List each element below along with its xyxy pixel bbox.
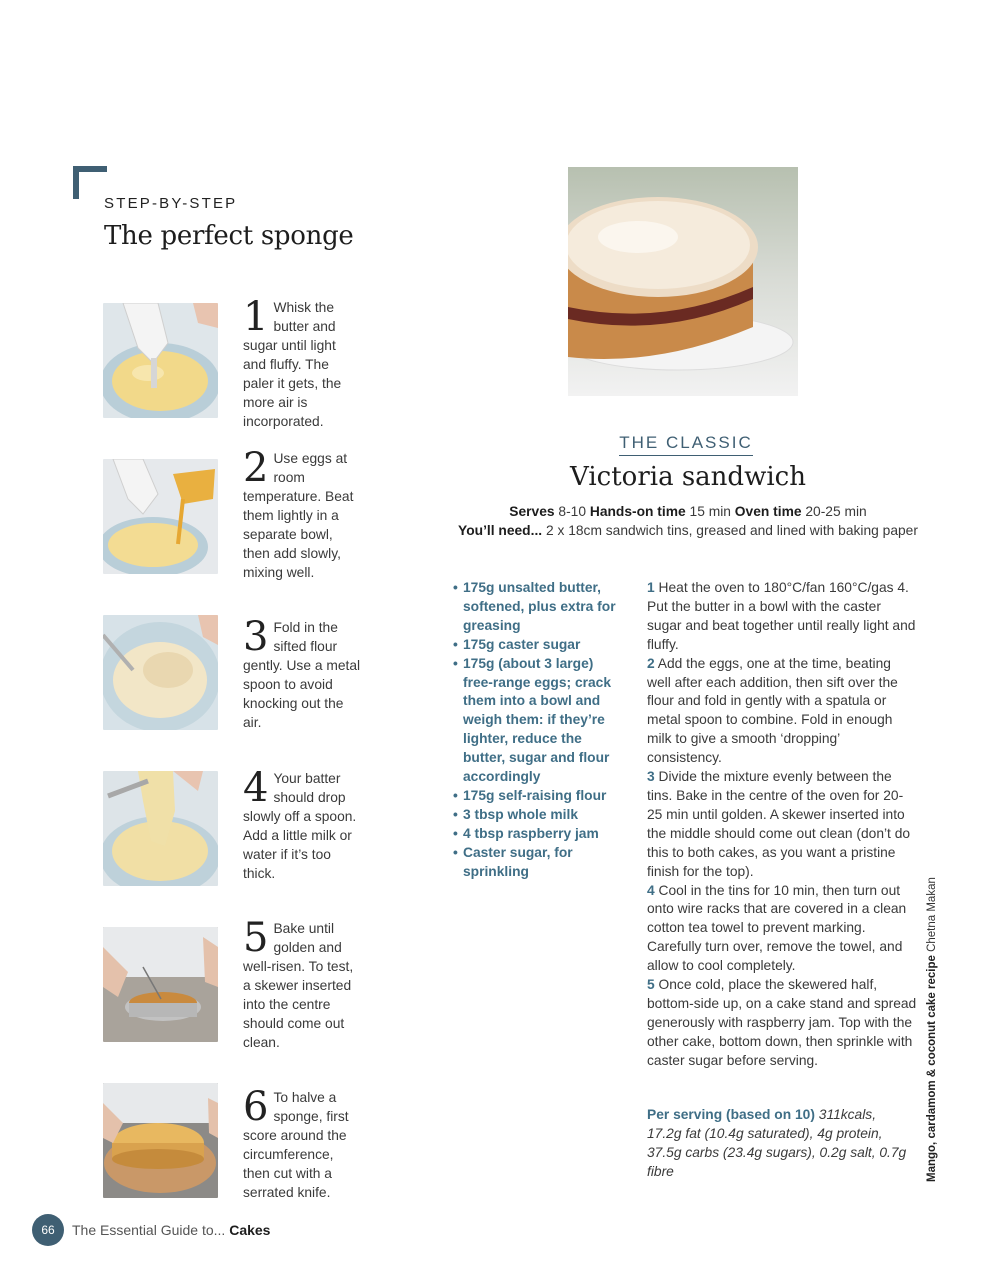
step-number: 4 [243, 765, 269, 811]
recipe-title: Victoria sandwich [570, 462, 806, 492]
step-text: Fold in the sifted flour gently. Use a metal spoon to avoid knocking out the air. [243, 620, 361, 730]
step-5-photo [103, 927, 218, 1042]
step-4 [243, 765, 361, 883]
nutrition-info: Per serving (based on 10) 311kcals, 17.2g fat (10.4g saturated), 4g protein, 37.5g carbs (23.4g sugars), 0.2g salt, 0.7g fibre [647, 1107, 907, 1179]
running-footer: The Essential Guide to... Cakes [72, 1222, 271, 1238]
section-kicker: STEP-BY-STEP [104, 195, 238, 212]
method-step: 2 Add the eggs, one at the time, beating well after each addition, then sift over the flour and fold in gently with a spatula or metal spoon to combine. Fold in enough milk to give a smooth ‘dropping’ consistency. [647, 655, 898, 766]
page-title: The perfect sponge [104, 221, 354, 251]
step-5 [243, 915, 361, 1052]
ingredient-list [453, 579, 623, 882]
step-1 [243, 294, 361, 431]
step-number: 2 [243, 445, 269, 491]
method-step: 1 Heat the oven to 180°C/fan 160°C/gas 4. Put the butter in a bowl with the caster sugar and beat together until really light and fluffy. [647, 580, 916, 652]
method-step: 5 Once cold, place the skewered half, bottom-side up, on a cake stand and spread generously with raspberry jam. Top with the other cake, bottom down, then sprinkle with caster sugar before serving. [647, 977, 917, 1068]
step-number: 5 [243, 915, 269, 961]
step-6 [243, 1084, 361, 1202]
recipe-times: Serves 8-10 Hands-on time 15 min Oven time 20-25 min [509, 504, 867, 519]
method-step: 3 Divide the mixture evenly between the tins. Bake in the centre of the oven for 20-25 min until golden. A skewer inserted into the middle should come out clean (don’t do this to both cakes, as you want a pristine finish for the top). [647, 769, 911, 879]
step-text: Bake until golden and well-risen. To test, a skewer inserted into the centre should come out clean. [243, 921, 354, 1050]
victoria-sandwich-photo [568, 167, 798, 396]
corner-bracket [73, 166, 107, 199]
method-step: 4 Cool in the tins for 10 min, then turn out onto wire racks that are covered in a clean cotton tea towel to prevent marking. Carefully turn over, remove the towel, and allow to cool completely. [647, 882, 907, 974]
recipe-equipment: You’ll need... 2 x 18cm sandwich tins, greased and lined with baking paper [458, 523, 918, 538]
step-number: 1 [243, 294, 269, 340]
step-6-photo [103, 1083, 218, 1198]
ingredient-item: • Caster sugar, for sprinkling [453, 844, 623, 882]
ingredient-item: • 175g self-raising flour [453, 787, 623, 806]
step-text: Whisk the butter and sugar until light and fluffy. The paler it gets, the more air is incorporated. [243, 300, 342, 429]
step-text: Use eggs at room temperature. Beat them lightly in a separate bowl, then add slowly, mixing well. [243, 451, 354, 580]
step-4-photo [103, 771, 218, 886]
ingredient-item: • 175g caster sugar [453, 636, 623, 655]
step-2-photo [103, 459, 218, 574]
recipe-kicker: THE CLASSIC [560, 433, 812, 453]
ingredient-item: • 4 tbsp raspberry jam [453, 825, 623, 844]
step-number: 6 [243, 1084, 269, 1130]
page-number: 66 [32, 1214, 64, 1246]
step-text: Your batter should drop slowly off a spoon. Add a little milk or water if it’s too thick. [243, 771, 357, 881]
ingredient-item: • 175g unsalted butter, softened, plus extra for greasing [453, 579, 623, 636]
side-credit: Mango, cardamom & coconut cake recipe Chetna Makan [926, 877, 938, 1182]
step-number: 3 [243, 614, 269, 660]
step-2 [243, 445, 361, 582]
method-steps [647, 579, 917, 1071]
step-3 [243, 614, 361, 732]
step-text: To halve a sponge, first score around the circumference, then cut with a serrated knife. [243, 1090, 349, 1200]
step-1-photo [103, 303, 218, 418]
ingredient-item: • 3 tbsp whole milk [453, 806, 623, 825]
ingredient-item: • 175g (about 3 large) free-range eggs; crack them into a bowl and weigh them: if they’re lighter, reduce the butter, sugar and flour accordingly [453, 655, 623, 787]
step-3-photo [103, 615, 218, 730]
